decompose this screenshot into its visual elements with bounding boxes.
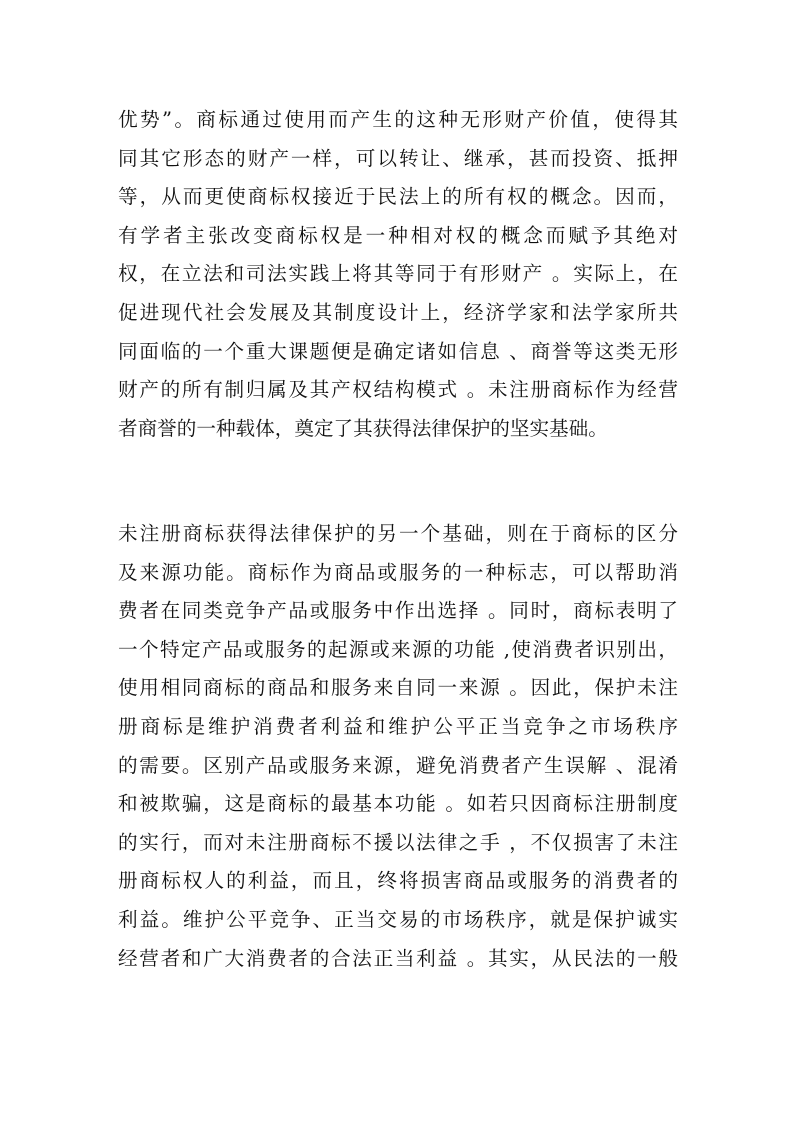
text-line: 的实行，而对未注册商标不援以法律之手 ，不仅损害了未注	[118, 830, 678, 854]
text-line: 一个特定产品或服务的起源或来源的功能 ,使消费者识别出，	[118, 637, 678, 661]
text-line: 的需要。区别产品或服务来源，避免消费者产生误解 、混淆	[118, 753, 678, 777]
text-line: 优势”。商标通过使用而产生的这种无形财产价值，使得其	[118, 108, 678, 131]
text-line: 和被欺骗，这是商标的最基本功能 。如若只因商标注册制度	[118, 792, 678, 816]
paragraph-2	[118, 515, 678, 978]
text-line: 促进现代社会发展及其制度设计上，经济学家和法学家所共	[118, 300, 678, 324]
text-line: 同其它形态的财产一样，可以转让、继承，甚而投资、抵押	[118, 146, 678, 170]
text-line: 及来源功能。商标作为商品或服务的一种标志，可以帮助消	[118, 560, 678, 584]
text-line: 费者在同类竞争产品或服务中作出选择 。同时，商标表明了	[118, 599, 678, 623]
text-line: 权，在立法和司法实践上将其等同于有形财产 。实际上，在	[118, 262, 678, 286]
text-line: 等，从而更使商标权接近于民法上的所有权的概念。因而，	[118, 185, 678, 209]
text-line: 利益。维护公平竞争、正当交易的市场秩序，就是保护诚实	[118, 907, 678, 931]
text-line: 使用相同商标的商品和服务来自同一来源 。因此，保护未注	[118, 676, 678, 700]
text-line: 经营者和广大消费者的合法正当利益 。其实，从民法的一般	[118, 946, 678, 970]
text-line: 有学者主张改变商标权是一种相对权的概念而赋予其绝对	[118, 223, 678, 247]
text-line: 册商标是维护消费者利益和维护公平正当竞争之市场秩序	[118, 714, 678, 738]
text-line: 财产的所有制归属及其产权结构模式 。未注册商标作为经营	[118, 378, 678, 402]
text-line: 未注册商标获得法律保护的另一个基础，则在于商标的区分	[118, 522, 678, 545]
text-line: 册商标权人的利益，而且，终将损害商品或服务的消费者的	[118, 869, 678, 893]
paragraph-1	[118, 101, 678, 448]
text-line: 同面临的一个重大课题便是确定诸如信息 、商誉等这类无形	[118, 339, 678, 363]
text-line: 者商誉的一种载体，奠定了其获得法律保护的坚实基础。	[118, 416, 608, 440]
